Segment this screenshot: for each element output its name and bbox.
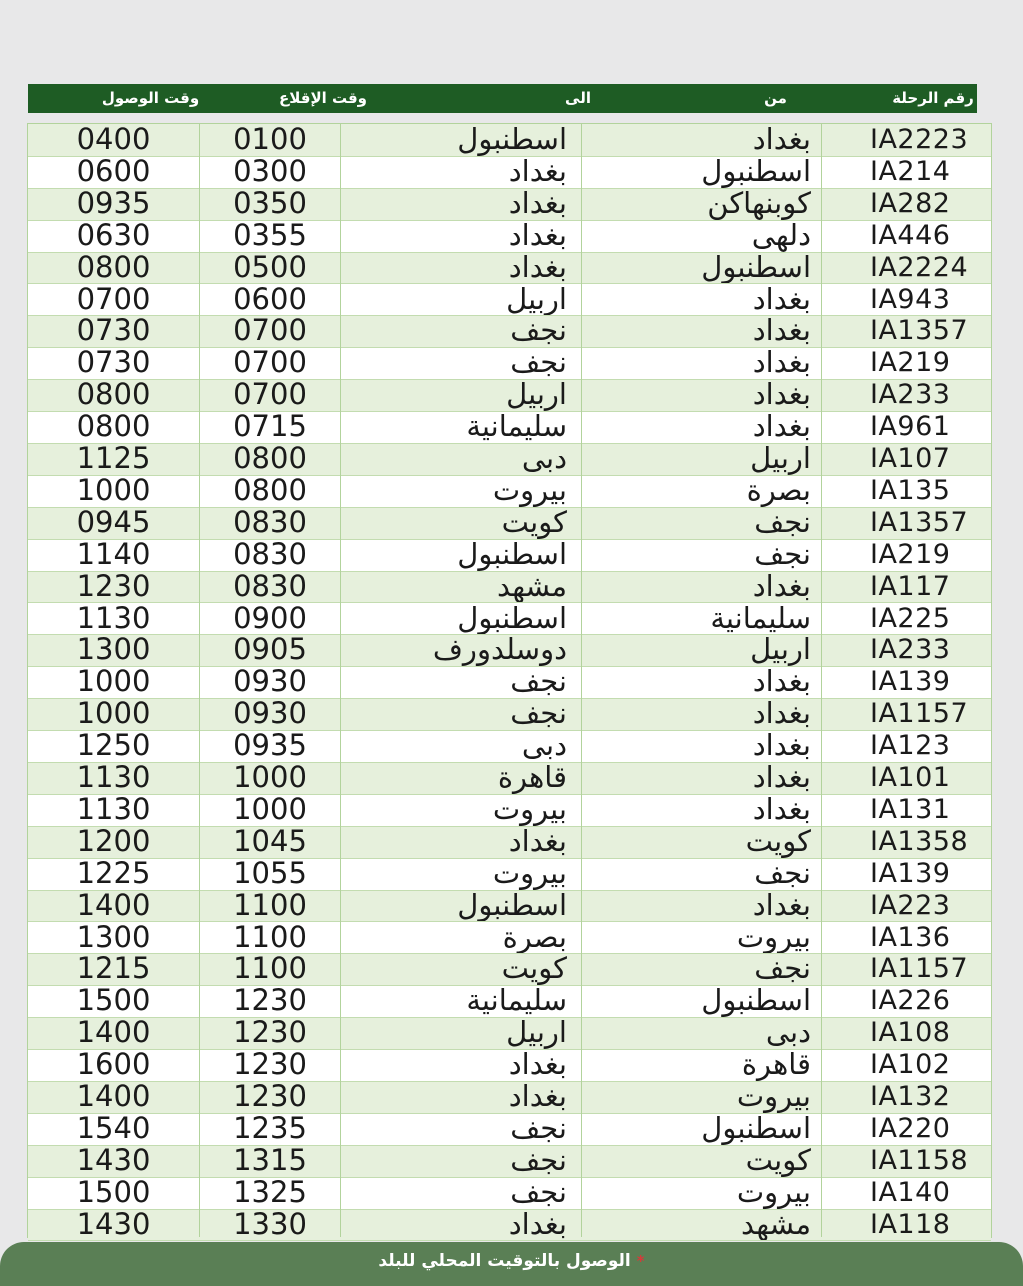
cell-arrival: 1125 (76, 443, 151, 475)
cell-arrival: 1300 (76, 634, 151, 667)
cell-from: بغداد (752, 347, 811, 380)
cell-from: بغداد (752, 730, 811, 762)
cell-from: كويت (745, 1144, 811, 1177)
table-row (28, 315, 991, 347)
cell-flight-number: IA220 (870, 1112, 951, 1144)
cell-to: بيروت (492, 857, 567, 890)
cell-departure: 1315 (233, 1144, 307, 1177)
header-departure: وقت الإقلاع (278, 89, 367, 107)
cell-from: نجف (754, 953, 811, 986)
cell-to: سليمانية (466, 985, 567, 1018)
table-row (28, 347, 991, 379)
cell-flight-number: IA214 (870, 155, 951, 187)
cell-to: نجف (510, 1112, 567, 1145)
cell-flight-number: IA219 (870, 347, 951, 379)
cell-flight-number: IA139 (870, 857, 951, 889)
cell-to: نجف (510, 315, 567, 348)
cell-departure: 1230 (233, 1049, 307, 1081)
cell-from: بغداد (752, 666, 811, 699)
cell-departure: 1100 (233, 889, 307, 922)
cell-departure: 0900 (233, 602, 307, 635)
cell-flight-number: IA2223 (870, 124, 969, 155)
cell-arrival: 1000 (76, 666, 151, 699)
cell-departure: 0935 (233, 730, 307, 762)
cell-arrival: 1400 (76, 1081, 151, 1113)
cell-from: نجف (754, 538, 811, 571)
cell-from: بيروت (736, 1176, 811, 1209)
table-row (28, 603, 991, 635)
table-row (28, 220, 991, 252)
cell-departure: 0700 (233, 315, 307, 348)
cell-departure: 1330 (233, 1208, 307, 1241)
cell-departure: 0700 (233, 379, 307, 412)
cell-to: بيروت (492, 474, 567, 507)
cell-flight-number: IA943 (870, 283, 951, 315)
cell-arrival: 0400 (76, 124, 151, 156)
cell-flight-number: IA219 (870, 538, 951, 570)
table-row (28, 985, 991, 1017)
cell-from: دبى (765, 1017, 811, 1050)
cell-flight-number: IA118 (870, 1208, 951, 1240)
cell-to: بغداد (508, 155, 567, 188)
cell-flight-number: IA101 (870, 762, 951, 793)
cell-flight-number: IA1157 (870, 953, 969, 985)
cell-arrival: 1400 (76, 889, 151, 922)
cell-from: كويت (745, 825, 811, 858)
asterisk-marker: * (636, 1252, 645, 1270)
cell-from: بغداد (752, 411, 811, 443)
cell-from: بغداد (752, 698, 811, 731)
cell-arrival: 1130 (76, 762, 151, 794)
table-row (28, 411, 991, 443)
cell-to: قاهرة (497, 762, 567, 794)
cell-from: بيروت (736, 921, 811, 954)
cell-to: نجف (510, 666, 567, 699)
cell-departure: 0930 (233, 698, 307, 731)
cell-from: بغداد (752, 283, 811, 316)
cell-to: بغداد (508, 219, 567, 252)
table-row (28, 124, 991, 156)
cell-arrival: 0800 (76, 379, 151, 412)
cell-arrival: 1500 (76, 1176, 151, 1209)
cell-departure: 0830 (233, 506, 307, 539)
cell-flight-number: IA1358 (870, 825, 969, 857)
cell-arrival: 0700 (76, 283, 151, 316)
cell-departure: 0830 (233, 570, 307, 603)
cell-to: اربيل (506, 283, 567, 316)
cell-from: اسطنبول (701, 985, 811, 1018)
cell-to: اسطنبول (457, 538, 567, 571)
cell-departure: 1055 (233, 857, 307, 890)
cell-flight-number: IA1158 (870, 1144, 969, 1176)
cell-from: اسطنبول (701, 155, 811, 188)
header-to: الى (565, 89, 591, 107)
cell-from: اسطنبول (701, 251, 811, 284)
cell-departure: 1230 (233, 1017, 307, 1050)
cell-departure: 1230 (233, 985, 307, 1018)
table-row (28, 1177, 991, 1209)
column-divider (821, 124, 822, 1237)
cell-flight-number: IA2224 (870, 251, 969, 283)
cell-flight-number: IA140 (870, 1176, 951, 1208)
table-row (28, 730, 991, 762)
column-divider (199, 124, 200, 1237)
cell-departure: 1100 (233, 953, 307, 986)
cell-from: بصرة (746, 474, 811, 507)
cell-departure: 1000 (233, 793, 307, 826)
cell-to: بغداد (508, 825, 567, 858)
cell-from: بغداد (752, 762, 811, 794)
cell-flight-number: IA131 (870, 793, 951, 825)
cell-to: دبى (521, 730, 567, 762)
cell-arrival: 1250 (76, 730, 151, 762)
table-row (28, 379, 991, 411)
cell-to: دبى (521, 443, 567, 475)
cell-to: نجف (510, 347, 567, 380)
table-row (28, 1081, 991, 1113)
cell-flight-number: IA225 (870, 602, 951, 634)
footer-note-bar (0, 1242, 1023, 1286)
cell-arrival: 0600 (76, 155, 151, 188)
cell-departure: 0350 (233, 187, 307, 220)
cell-from: نجف (754, 857, 811, 890)
table-row (28, 762, 991, 794)
cell-arrival: 0800 (76, 251, 151, 284)
cell-from: دلهى (751, 219, 811, 252)
table-row (28, 1017, 991, 1049)
cell-flight-number: IA117 (870, 570, 951, 602)
cell-to: اسطنبول (457, 602, 567, 635)
table-row (28, 1049, 991, 1081)
cell-to: بيروت (492, 793, 567, 826)
cell-departure: 0830 (233, 538, 307, 571)
cell-flight-number: IA1357 (870, 506, 969, 538)
cell-arrival: 1000 (76, 474, 151, 507)
table-row (28, 507, 991, 539)
cell-from: بغداد (752, 379, 811, 412)
cell-arrival: 1430 (76, 1144, 151, 1177)
cell-to: كويت (501, 506, 567, 539)
header-from: من (764, 89, 787, 107)
cell-flight-number: IA107 (870, 443, 951, 474)
cell-departure: 0800 (233, 443, 307, 475)
cell-flight-number: IA108 (870, 1017, 951, 1049)
table-row (28, 571, 991, 603)
cell-arrival: 1225 (76, 857, 151, 890)
table-row (28, 188, 991, 220)
cell-flight-number: IA233 (870, 379, 951, 411)
column-divider (340, 124, 341, 1237)
cell-arrival: 0730 (76, 315, 151, 348)
cell-departure: 0355 (233, 219, 307, 252)
cell-arrival: 1130 (76, 602, 151, 635)
table-header (28, 84, 977, 113)
cell-flight-number: IA139 (870, 666, 951, 698)
cell-from: بغداد (752, 124, 811, 156)
cell-arrival: 1400 (76, 1017, 151, 1050)
cell-arrival: 0945 (76, 506, 151, 539)
table-row (28, 443, 991, 475)
cell-from: اربيل (750, 634, 811, 667)
cell-to: كويت (501, 953, 567, 986)
table-row (28, 1113, 991, 1145)
cell-to: اسطنبول (457, 124, 567, 156)
cell-from: بغداد (752, 889, 811, 922)
cell-arrival: 1500 (76, 985, 151, 1018)
cell-flight-number: IA223 (870, 889, 951, 921)
table-row (28, 794, 991, 826)
table-row (28, 252, 991, 284)
table-row (28, 284, 991, 316)
cell-from: بيروت (736, 1081, 811, 1113)
cell-departure: 1100 (233, 921, 307, 954)
cell-departure: 0930 (233, 666, 307, 699)
cell-arrival: 1200 (76, 825, 151, 858)
table-row (28, 890, 991, 922)
cell-to: نجف (510, 1176, 567, 1209)
cell-departure: 0800 (233, 474, 307, 507)
cell-from: مشهد (741, 1208, 811, 1241)
table-row (28, 475, 991, 507)
cell-arrival: 1140 (76, 538, 151, 571)
table-row (28, 156, 991, 188)
cell-departure: 0600 (233, 283, 307, 316)
header-arrival: وقت الوصول (101, 89, 200, 107)
table-row (28, 826, 991, 858)
cell-from: اسطنبول (701, 1112, 811, 1145)
cell-to: دوسلدورف (432, 634, 567, 667)
cell-departure: 1235 (233, 1112, 307, 1145)
cell-arrival: 1540 (76, 1112, 151, 1145)
cell-from: سليمانية (710, 602, 811, 635)
cell-flight-number: IA1157 (870, 698, 969, 730)
header-flight-number: رقم الرحلة (892, 89, 974, 107)
cell-flight-number: IA132 (870, 1081, 951, 1112)
cell-to: بغداد (508, 1049, 567, 1081)
cell-arrival: 1130 (76, 793, 151, 826)
cell-departure: 1045 (233, 825, 307, 858)
cell-arrival: 1230 (76, 570, 151, 603)
cell-flight-number: IA135 (870, 474, 951, 506)
cell-departure: 0700 (233, 347, 307, 380)
table-row (28, 1145, 991, 1177)
cell-arrival: 1000 (76, 698, 151, 731)
cell-flight-number: IA446 (870, 219, 951, 251)
cell-to: بصرة (502, 921, 567, 954)
table-row (28, 922, 991, 954)
table-row (28, 1209, 991, 1241)
cell-flight-number: IA136 (870, 921, 951, 953)
cell-departure: 0100 (233, 124, 307, 156)
cell-from: قاهرة (741, 1049, 811, 1081)
cell-to: سليمانية (466, 411, 567, 443)
cell-to: مشهد (497, 570, 567, 603)
cell-departure: 1325 (233, 1176, 307, 1209)
cell-to: اربيل (506, 1017, 567, 1050)
cell-departure: 0300 (233, 155, 307, 188)
cell-to: بغداد (508, 187, 567, 220)
cell-to: بغداد (508, 1081, 567, 1113)
cell-departure: 1230 (233, 1081, 307, 1113)
cell-arrival: 1215 (76, 953, 151, 986)
cell-flight-number: IA282 (870, 187, 951, 219)
table-row (28, 858, 991, 890)
cell-departure: 0500 (233, 251, 307, 284)
column-divider (581, 124, 582, 1237)
cell-arrival: 0630 (76, 219, 151, 252)
cell-departure: 0905 (233, 634, 307, 667)
cell-flight-number: IA1357 (870, 315, 969, 347)
cell-arrival: 0730 (76, 347, 151, 380)
table-row (28, 953, 991, 985)
cell-arrival: 0935 (76, 187, 151, 220)
cell-to: اربيل (506, 379, 567, 412)
cell-from: بغداد (752, 793, 811, 826)
cell-from: كوبنهاكن (707, 187, 811, 220)
cell-flight-number: IA123 (870, 730, 951, 762)
table-row (28, 539, 991, 571)
cell-to: اسطنبول (457, 889, 567, 922)
cell-flight-number: IA226 (870, 985, 951, 1017)
cell-departure: 0715 (233, 411, 307, 443)
footer-note: الوصول بالتوقيت المحلي للبلد (378, 1251, 631, 1271)
cell-from: بغداد (752, 570, 811, 603)
cell-arrival: 1430 (76, 1208, 151, 1241)
cell-arrival: 1600 (76, 1049, 151, 1081)
cell-to: نجف (510, 698, 567, 731)
cell-arrival: 1300 (76, 921, 151, 954)
cell-to: بغداد (508, 251, 567, 284)
cell-flight-number: IA102 (870, 1049, 951, 1081)
cell-flight-number: IA233 (870, 634, 951, 666)
cell-from: اربيل (750, 443, 811, 475)
table-row (28, 634, 991, 666)
flight-schedule-table (27, 123, 992, 1241)
table-row (28, 698, 991, 730)
cell-to: بغداد (508, 1208, 567, 1241)
cell-from: نجف (754, 506, 811, 539)
table-row (28, 666, 991, 698)
cell-departure: 1000 (233, 762, 307, 794)
cell-arrival: 0800 (76, 411, 151, 443)
cell-flight-number: IA961 (870, 411, 951, 443)
cell-to: نجف (510, 1144, 567, 1177)
cell-from: بغداد (752, 315, 811, 348)
